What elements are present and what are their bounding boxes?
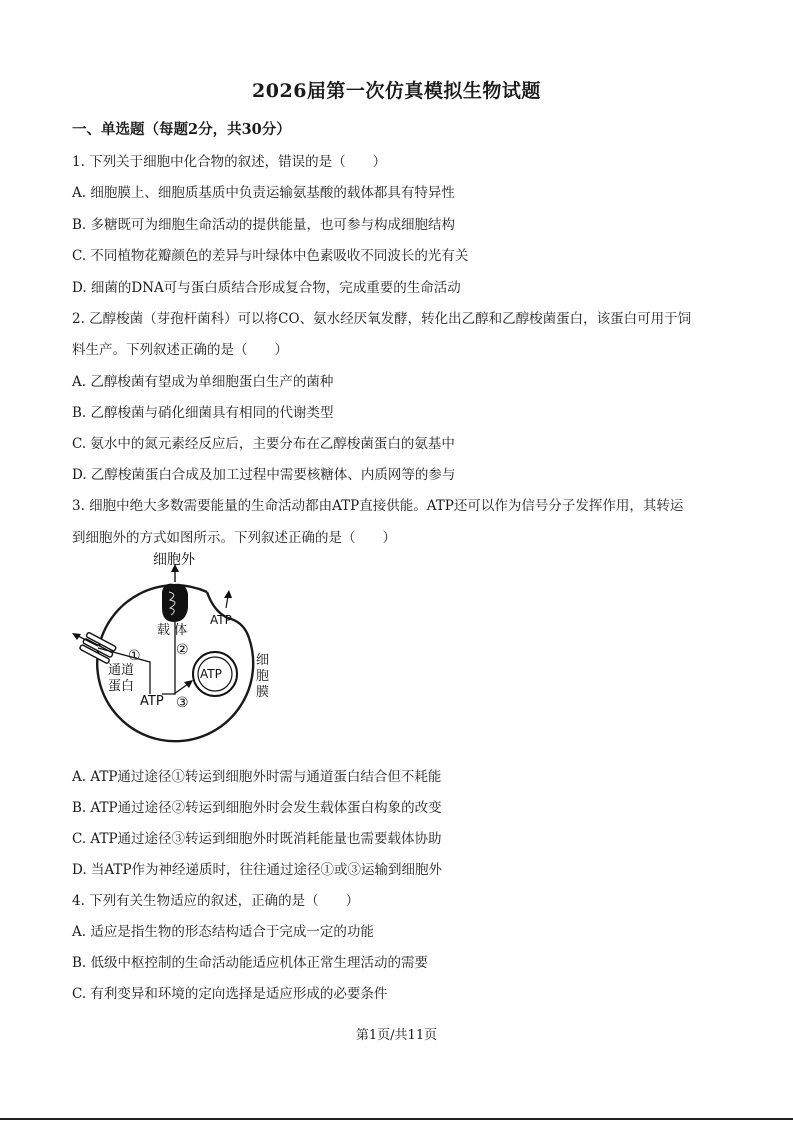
label-outside: 细胞外 bbox=[153, 552, 195, 568]
label-path1: ① bbox=[128, 648, 141, 664]
label-carrier: 载 体 bbox=[157, 623, 188, 638]
q3-option-a: A. ATP通过途径①转运到细胞外时需与通道蛋白结合但不耗能 bbox=[72, 769, 442, 785]
channel-protein bbox=[79, 632, 116, 664]
q3-option-c: C. ATP通过途径③转运到细胞外时既消耗能量也需要载体协助 bbox=[72, 831, 442, 847]
label-path2: ② bbox=[176, 642, 189, 658]
label-membrane-3: 膜 bbox=[256, 685, 270, 700]
label-membrane-1: 细 bbox=[256, 653, 270, 668]
atp-transport-figure bbox=[66, 548, 296, 748]
section-heading: 一、单选题（每题2分，共30分） bbox=[72, 121, 291, 138]
q4-option-c: C. 有利变异和环境的定向选择是适应形成的必要条件 bbox=[72, 986, 388, 1002]
arrow-up-right-icon bbox=[184, 680, 193, 688]
page-title: 2026届第一次仿真模拟生物试题 bbox=[252, 80, 541, 102]
page-footer: 第1页/共11页 bbox=[355, 1028, 438, 1043]
label-membrane-2: 胞 bbox=[256, 669, 270, 684]
q2-option-b: B. 乙醇梭菌与硝化细菌具有相同的代谢类型 bbox=[72, 405, 334, 421]
page-bottom-rule bbox=[0, 1118, 793, 1120]
label-path3: ③ bbox=[176, 695, 189, 711]
q3-stem-line1: 3. 细胞中绝大多数需要能量的生命活动都由ATP直接供能。ATP还可以作为信号分子发挥作用，其转运 bbox=[72, 498, 684, 514]
label-channel-line1: 通道 bbox=[108, 663, 135, 678]
q2-stem-line2: 料生产。下列叙述正确的是（ ） bbox=[72, 342, 288, 358]
q1-stem: 1. 下列关于细胞中化合物的叙述，错误的是（ ） bbox=[72, 154, 387, 170]
q1-option-d: D. 细菌的DNA可与蛋白质结合形成复合物，完成重要的生命活动 bbox=[72, 280, 461, 296]
q3-option-d: D. 当ATP作为神经递质时，往往通过途径①或③运输到细胞外 bbox=[72, 862, 443, 878]
arrow-up-small-icon bbox=[224, 590, 232, 598]
q3-option-b: B. ATP通过途径②转运到细胞外时会发生载体蛋白构象的改变 bbox=[72, 800, 442, 816]
q4-stem: 4. 下列有关生物适应的叙述，正确的是（ ） bbox=[72, 893, 360, 909]
q4-option-b: B. 低级中枢控制的生命活动能适应机体正常生理活动的需要 bbox=[72, 955, 429, 971]
label-channel-line2: 蛋白 bbox=[108, 679, 135, 694]
q3-stem-line2: 到细胞外的方式如图所示。下列叙述正确的是（ ） bbox=[72, 530, 396, 546]
q2-option-a: A. 乙醇梭菌有望成为单细胞蛋白生产的菌种 bbox=[72, 374, 334, 390]
label-atp-vesicle: ATP bbox=[200, 667, 222, 681]
carrier-protein bbox=[162, 584, 188, 622]
q2-option-c: C. 氨水中的氮元素经反应后，主要分布在乙醇梭菌蛋白的氨基中 bbox=[72, 436, 455, 452]
q2-option-d: D. 乙醇梭菌蛋白合成及加工过程中需要核糖体、内质网等的参与 bbox=[72, 467, 456, 483]
label-atp-cytosol: ATP bbox=[140, 694, 164, 709]
q2-stem-line1: 2. 乙醇梭菌（芽孢杆菌科）可以将CO、氨水经厌氧发酵，转化出乙醇和乙醇梭菌蛋白，该蛋白可用于饲 bbox=[72, 311, 692, 327]
q1-option-b: B. 多糖既可为细胞生命活动的提供能量，也可参与构成细胞结构 bbox=[72, 217, 456, 233]
label-atp-released: ATP bbox=[210, 613, 232, 627]
q1-option-c: C. 不同植物花瓣颜色的差异与叶绿体中色素吸收不同波长的光有关 bbox=[72, 248, 469, 264]
q4-option-a: A. 适应是指生物的形态结构适合于完成一定的功能 bbox=[72, 924, 374, 940]
q1-option-a: A. 细胞膜上、细胞质基质中负责运输氨基酸的载体都具有特异性 bbox=[72, 185, 455, 201]
